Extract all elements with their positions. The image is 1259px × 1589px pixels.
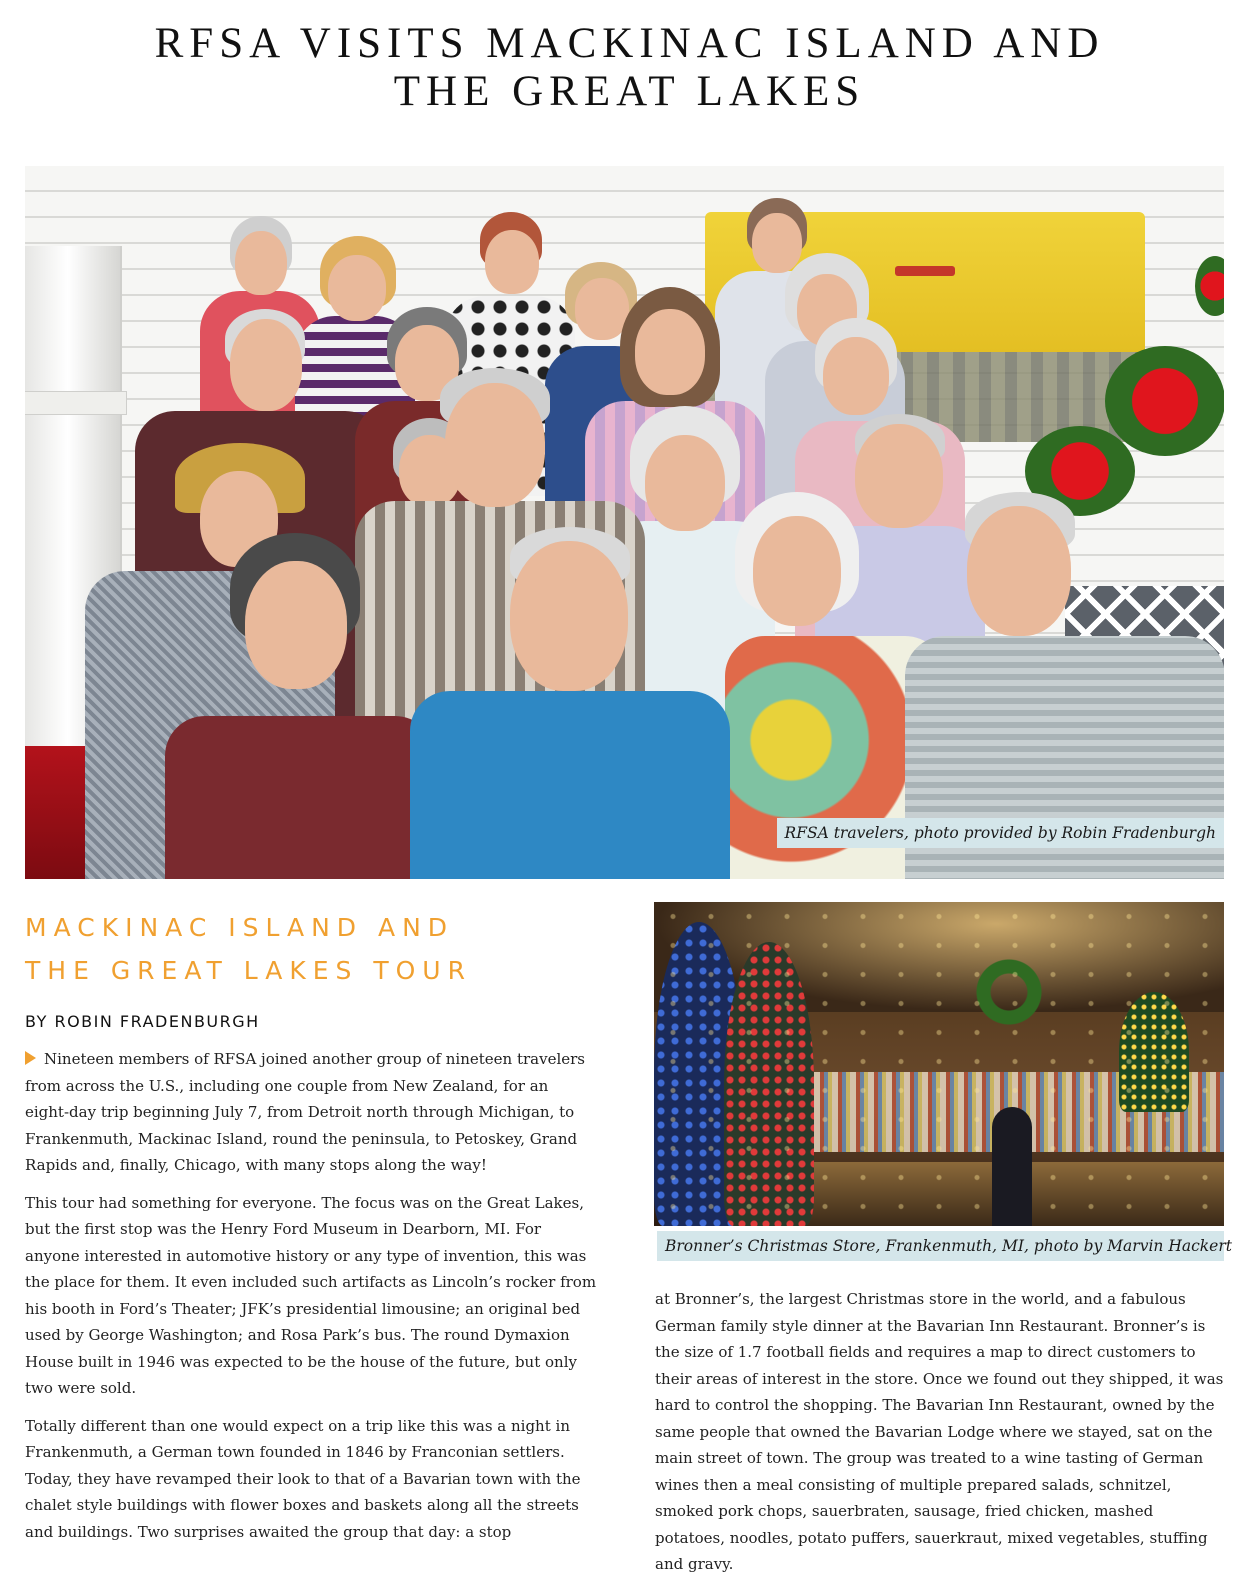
page-title-line2: THE GREAT LAKES xyxy=(393,68,866,115)
byline: BY ROBIN FRADENBURGH xyxy=(25,1012,260,1031)
bullet-triangle-icon xyxy=(25,1051,36,1065)
article-column-right xyxy=(655,1286,1227,1589)
article-paragraph: This tour had something for everyone. The focus was on the Great Lakes, but the first stop was the Henry Ford Museum in Dearborn, MI. For anyone interested in automotive history or any type of invention, this was the place for them. It even included such artifacts as Lincoln’s rocker from his booth in Ford’s Theater; JFK’s presidential limousine; an original bed used by George Washington; and Rosa Park’s bus. The round Dymaxion House built in 1946 was expected to be the house of the future, but only two were sold. xyxy=(25,1193,597,1397)
article-paragraph: at Bronner’s, the largest Christmas store in the world, and a fabulous German family style dinner at the Bavarian Inn Restaurant. Bronner’s is the size of 1.7 football fields and requires a map to direct customers to their areas of interest in the store. Once we found out they shipped, it was hard to control the shopping. The Bavarian Inn Restaurant, owned by the same people that owned the Bavarian Lodge where we stayed, sat on the main street of town. The group was treated to a wine tasting of German wines then a meal consisting of multiple prepared salads, schnitzel, smoked pork chops, sauerbraten, sausage, fried chicken, mashed potatoes, noodles, potato puffers, sauerkraut, mixed vegetables, stuffing and gravy. xyxy=(655,1290,1224,1573)
store-photo-caption: Bronner’s Christmas Store, Frankenmuth, MI, photo by Marvin Hackert xyxy=(657,1231,1224,1261)
store-photo xyxy=(654,902,1224,1226)
page-title xyxy=(0,20,1259,116)
article-paragraph xyxy=(25,1046,597,1179)
article-paragraph: Totally different than one would expect on a trip like this was a night in Frankenmuth, a German town founded in 1846 by Franconian settlers. Today, they have revamped their look to that of a Bavarian town with the chalet style buildings with flower boxes and baskets along all the streets and buildings. Two surprises awaited the group that day: a stop xyxy=(25,1416,581,1541)
page-title-line1: RFSA VISITS MACKINAC ISLAND AND xyxy=(154,20,1105,67)
section-heading-line1: MACKINAC ISLAND AND xyxy=(25,913,455,942)
article-paragraph-text: Nineteen members of RFSA joined another group of nineteen travelers from across the U.S., including one couple from New Zealand, for an eight-day trip beginning July 7, from Detroit north through Michigan, to Frankenmuth, Mackinac Island, round the peninsula, to Petoskey, Grand Rapids and, finally, Chicago, with many stops along the way! xyxy=(25,1050,585,1174)
string-lights xyxy=(654,902,1224,1226)
red-geraniums xyxy=(1105,346,1224,456)
porch-column-capital xyxy=(25,391,127,415)
article-column-left xyxy=(25,1046,597,1556)
group-photo-caption: RFSA travelers, photo provided by Robin Fradenburgh xyxy=(777,818,1224,848)
section-heading xyxy=(25,906,625,992)
awning-sign xyxy=(895,266,955,276)
shopper-silhouette xyxy=(992,1107,1032,1226)
group-photo xyxy=(25,166,1224,879)
section-heading-line2: THE GREAT LAKES TOUR xyxy=(25,956,472,985)
